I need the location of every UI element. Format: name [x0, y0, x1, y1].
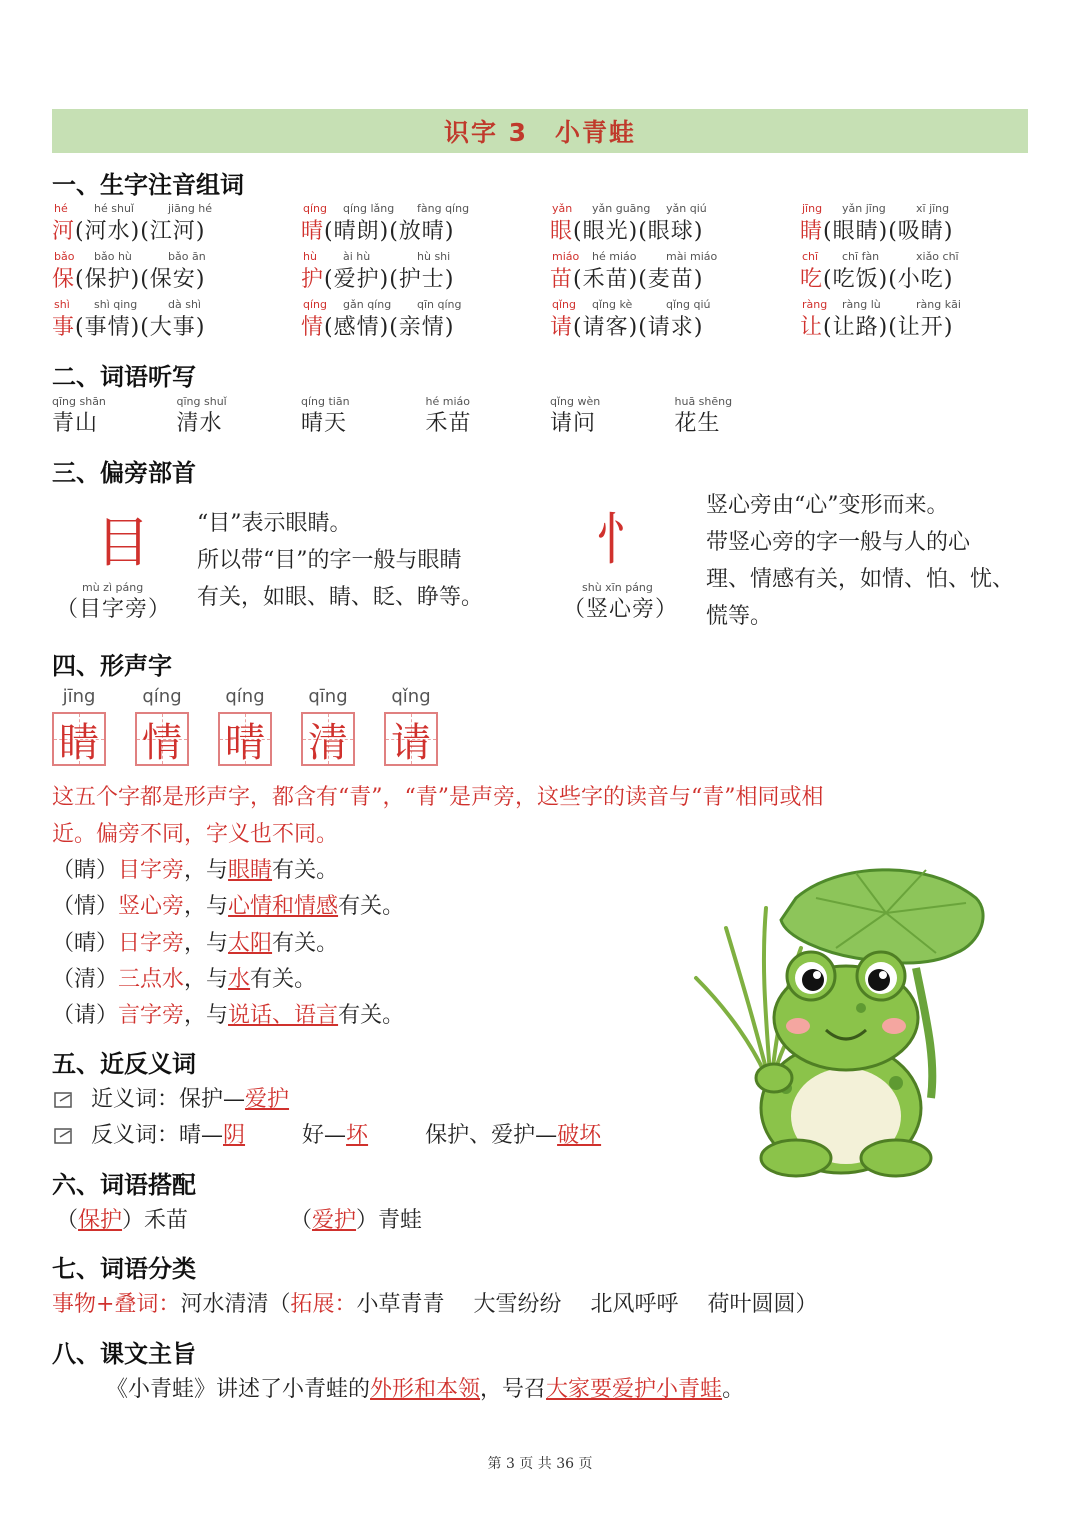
word2-pinyin: ràng kāi	[916, 298, 961, 311]
phonetic-explanation-line2: 近。偏旁不同，字义也不同。	[52, 822, 339, 847]
antonym-answer-3: 破坏	[557, 1123, 602, 1148]
leaf-stem	[916, 968, 932, 1098]
radical-xin-line: 带竖心旁的字一般与人的心	[706, 530, 971, 555]
word1-pinyin: ràng lù	[842, 298, 881, 311]
antonym-answer-1: 阴	[223, 1123, 246, 1148]
vocab-word2: 大事	[149, 315, 196, 340]
phonetic-item	[52, 926, 338, 957]
radical-mu-desc	[197, 505, 483, 616]
radical-xin-line: 竖心旁由“心”变形而来。	[706, 493, 949, 518]
phonetic-char: 晴	[225, 719, 265, 766]
extension-label: 拓展：	[290, 1292, 357, 1317]
word2-pinyin: xī jīng	[916, 202, 950, 215]
dictation-hanzi: 禾苗	[425, 411, 472, 436]
phonetic-char: 清	[308, 719, 348, 766]
item-connector: ，与	[184, 966, 229, 992]
vocab-word2: 江河	[149, 219, 196, 244]
vocab-entry: qǐng qǐng kè qǐng qiú 请(请客)(请求)	[550, 298, 711, 340]
dictation-word	[301, 395, 421, 437]
radical-xin-pinyin: shù xīn páng	[582, 581, 653, 594]
vocab-entry: qíng gǎn qíng qīn qíng 情(感情)(亲情)	[301, 298, 462, 340]
collocation-a-answer: 保护	[78, 1208, 123, 1233]
item-char: （清）	[52, 966, 119, 992]
radical-xin-name: （竖心旁）	[563, 597, 679, 622]
collocation-b-answer: 爱护	[312, 1208, 357, 1233]
vocab-word2: 让开	[897, 315, 944, 340]
vocab-entry: shì shì qing dà shì 事(事情)(大事)	[52, 298, 206, 340]
antonym-label: 反义词：晴—	[91, 1123, 224, 1148]
synonym-label: 近义词：保护—	[91, 1087, 246, 1112]
main-idea	[106, 1372, 744, 1403]
collocation-b	[290, 1203, 422, 1234]
vocab-char: 晴	[301, 219, 325, 244]
dictation-pinyin: qǐng wèn	[550, 395, 601, 408]
paren: （	[290, 1208, 313, 1233]
section-2-heading: 二、词语听写	[52, 363, 196, 391]
section-6-heading: 六、词语搭配	[52, 1171, 196, 1199]
item-radical: 目字旁	[118, 858, 185, 883]
word1-pinyin: qǐng kè	[592, 298, 633, 311]
item-char: （请）	[52, 1003, 119, 1029]
word2-pinyin: qīn qíng	[417, 298, 462, 311]
vocab-entry: hù ài hù hù shi 护(爱护)(护士)	[301, 250, 455, 292]
radical-xin-desc	[706, 487, 1014, 635]
word1-pinyin: gǎn qíng	[343, 298, 392, 311]
note-icon	[54, 1128, 74, 1144]
word2-pinyin: fàng qíng	[417, 202, 470, 215]
lesson-title: 识字 3 小青蛙	[443, 118, 637, 147]
dictation-word	[550, 395, 670, 437]
collocation-b-rest: ）青蛙	[356, 1208, 423, 1233]
vocab-word2: 麦苗	[647, 267, 694, 292]
char-pinyin: bǎo	[54, 250, 75, 263]
phonetic-char: 睛	[59, 719, 99, 766]
vocab-entry: qíng qíng lǎng fàng qíng 晴(晴朗)(放晴)	[301, 202, 470, 244]
phonetic-char-pinyin: jīng	[62, 686, 96, 707]
vocab-word1: 事情	[84, 315, 131, 340]
item-radical: 三点水	[118, 966, 185, 992]
vocab-word1: 爱护	[333, 267, 380, 292]
vocab-word2: 护士	[398, 267, 445, 292]
word1-pinyin: hé shuǐ	[94, 202, 134, 215]
classification-label: 事物+叠词：	[52, 1292, 181, 1317]
frog-illustration	[686, 858, 986, 1178]
tianzige-box	[218, 712, 272, 766]
vocab-char: 让	[800, 315, 824, 340]
word2-pinyin: qǐng qiú	[666, 298, 711, 311]
dictation-hanzi: 青山	[52, 411, 99, 436]
vocab-word2: 放晴	[398, 219, 445, 244]
main-idea-u1: 外形和本领	[370, 1377, 481, 1402]
dictation-pinyin: huā shēng	[674, 395, 733, 408]
vocab-char: 护	[301, 267, 325, 292]
radical-xin-line: 理、情感有关，如情、怕、忧、	[706, 567, 1015, 592]
dictation-hanzi: 清水	[176, 411, 223, 436]
char-pinyin: qíng	[303, 202, 327, 215]
item-end: 有关。	[272, 858, 339, 883]
section-7-heading: 七、词语分类	[52, 1255, 196, 1283]
antonym-mid-2: 保护、爱护—	[425, 1123, 558, 1148]
collocation-a	[56, 1203, 188, 1234]
word2-pinyin: xiǎo chī	[916, 250, 959, 263]
item-char: （睛）	[52, 858, 119, 883]
phonetic-char-pinyin: qíng	[225, 686, 265, 707]
phonetic-explanation-line1: 这五个字都是形声字，都含有“青”，“青”是声旁，这些字的读音与“青”相同或相	[52, 785, 824, 810]
item-meaning: 心情和情感	[228, 894, 339, 920]
item-end: 有关。	[338, 894, 405, 920]
vocab-char: 事	[52, 315, 76, 340]
word1-pinyin: qíng lǎng	[343, 202, 395, 215]
phonetic-char-pinyin: qíng	[142, 686, 182, 707]
section-3-heading: 三、偏旁部首	[52, 459, 196, 487]
item-char: （晴）	[52, 930, 119, 956]
vocab-entry: miáo hé miáo mài miáo 苗(禾苗)(麦苗)	[550, 250, 718, 292]
tianzige-box	[301, 712, 355, 766]
char-pinyin: chī	[802, 250, 819, 263]
item-meaning: 眼睛	[228, 858, 273, 883]
vocab-char: 眼	[550, 219, 574, 244]
vocab-entry: bǎo bǎo hù bǎo ān 保(保护)(保安)	[52, 250, 206, 292]
radical-mu-line: “目”表示眼睛。	[197, 511, 352, 536]
char-pinyin: shì	[54, 298, 70, 311]
word1-pinyin: shì qing	[94, 298, 138, 311]
lesson-title-banner	[52, 109, 1028, 153]
item-radical: 言字旁	[118, 1003, 185, 1029]
tianzige-box	[52, 712, 106, 766]
section-1-heading: 一、生字注音组词	[52, 171, 244, 199]
phonetic-char-pinyin: qīng	[308, 686, 348, 707]
frog-foot-right	[861, 1140, 931, 1176]
main-idea-end: 。	[722, 1377, 745, 1402]
main-idea-pre: 《小青蛙》讲述了小青蛙的	[106, 1377, 371, 1402]
vocab-word2: 亲情	[398, 315, 445, 340]
char-pinyin: ràng	[802, 298, 828, 311]
frog-eye-left	[802, 969, 824, 991]
radical-xin-line: 慌等。	[706, 604, 773, 629]
vocab-word1: 让路	[832, 315, 879, 340]
vocab-char: 保	[52, 267, 76, 292]
dictation-hanzi: 晴天	[301, 411, 348, 436]
dictation-hanzi: 花生	[674, 411, 721, 436]
vocab-entry: yǎn yǎn guāng yǎn qiú 眼(眼光)(眼球)	[550, 202, 707, 244]
dictation-pinyin: qīng shān	[52, 395, 106, 408]
item-radical: 日字旁	[118, 930, 185, 956]
radical-xin-glyph: 忄	[596, 508, 652, 573]
dictation-pinyin: qīng shuǐ	[176, 395, 227, 408]
tianzige-box	[384, 712, 438, 766]
vocab-char: 河	[52, 219, 76, 244]
radical-mu-glyph: 目	[96, 511, 150, 574]
phonetic-char: 情	[142, 719, 182, 766]
item-char: （情）	[52, 894, 119, 920]
item-radical: 竖心旁	[118, 894, 185, 920]
word1-pinyin: yǎn jīng	[842, 202, 886, 215]
main-idea-mid: ，号召	[480, 1377, 547, 1402]
word1-pinyin: hé miáo	[592, 250, 637, 263]
char-pinyin: jīng	[802, 202, 823, 215]
word2-pinyin: jiāng hé	[168, 202, 213, 215]
vocab-word1: 眼光	[582, 219, 629, 244]
item-connector: ，与	[184, 1003, 229, 1029]
note-icon	[54, 1092, 74, 1108]
char-pinyin: qǐng	[552, 298, 576, 311]
item-meaning: 说话、语言	[228, 1003, 339, 1029]
vocab-word2: 请求	[647, 315, 694, 340]
vocab-word2: 吸睛	[897, 219, 944, 244]
phonetic-item	[52, 998, 404, 1029]
dictation-word	[675, 395, 795, 437]
word2-pinyin: mài miáo	[666, 250, 718, 263]
dictation-hanzi: 请问	[550, 411, 597, 436]
vocab-word1: 河水	[84, 219, 131, 244]
word1-pinyin: ài hù	[343, 250, 371, 263]
antonym-answer-2: 坏	[346, 1123, 369, 1148]
frog-foot-left	[761, 1140, 831, 1176]
collocation-a-rest: ）禾苗	[122, 1208, 189, 1233]
vocab-word1: 请客	[582, 315, 629, 340]
word2-pinyin: dà shì	[168, 298, 201, 311]
vocab-word2: 保安	[149, 267, 196, 292]
vocab-word1: 禾苗	[582, 267, 629, 292]
classification-main: 河水清清（	[180, 1292, 291, 1317]
char-pinyin: hé	[54, 202, 68, 215]
item-meaning: 太阳	[228, 930, 273, 956]
vocab-char: 情	[301, 315, 325, 340]
item-end: 有关。	[272, 930, 339, 956]
vocab-word2: 小吃	[897, 267, 944, 292]
dictation-word	[52, 395, 172, 437]
word2-pinyin: hù shi	[417, 250, 451, 263]
item-connector: ，与	[184, 858, 229, 883]
word2-pinyin: bǎo ān	[168, 250, 206, 263]
vocab-word1: 晴朗	[333, 219, 380, 244]
classification-row	[52, 1287, 817, 1318]
dictation-pinyin: qíng tiān	[301, 395, 350, 408]
phonetic-item	[52, 853, 338, 884]
item-end: 有关。	[338, 1003, 405, 1029]
word1-pinyin: yǎn guāng	[592, 202, 651, 215]
vocab-word1: 感情	[333, 315, 380, 340]
dictation-word	[177, 395, 297, 437]
vocab-char: 吃	[800, 267, 824, 292]
phonetic-item	[52, 889, 404, 920]
word2-pinyin: yǎn qiú	[666, 202, 707, 215]
item-end: 有关。	[250, 966, 317, 992]
section-8-heading: 八、课文主旨	[52, 1340, 196, 1368]
vocab-word1: 吃饭	[832, 267, 879, 292]
vocab-entry: jīng yǎn jīng xī jīng 睛(眼睛)(吸睛)	[800, 202, 954, 244]
item-connector: ，与	[184, 894, 229, 920]
char-pinyin: qíng	[303, 298, 327, 311]
radical-mu-line: 所以带“目”的字一般与眼睛	[197, 548, 462, 573]
radical-mu-pinyin: mù zì páng	[82, 581, 144, 594]
tianzige-box	[135, 712, 189, 766]
antonym-mid-1: 好—	[302, 1123, 347, 1148]
vocab-entry: chī chī fàn xiǎo chī 吃(吃饭)(小吃)	[800, 250, 959, 292]
paren: （	[56, 1208, 79, 1233]
synonym-row	[54, 1082, 289, 1113]
item-meaning: 水	[228, 966, 251, 992]
main-idea-u2: 大家要爱护小青蛙	[546, 1377, 723, 1402]
phonetic-item	[52, 962, 316, 993]
vocab-char: 苗	[550, 267, 574, 292]
synonym-answer: 爱护	[245, 1087, 290, 1112]
section-5-heading: 五、近反义词	[52, 1050, 196, 1078]
vocab-word2: 眼球	[647, 219, 694, 244]
char-pinyin: miáo	[552, 250, 580, 263]
vocab-word1: 保护	[84, 267, 131, 292]
radical-mu-name: （目字旁）	[56, 597, 172, 622]
vocab-char: 请	[550, 315, 574, 340]
section-4-heading: 四、形声字	[52, 652, 172, 680]
word1-pinyin: chī fàn	[842, 250, 880, 263]
vocab-char: 睛	[800, 219, 824, 244]
antonym-row	[54, 1118, 601, 1149]
vocab-entry: ràng ràng lù ràng kāi 让(让路)(让开)	[800, 298, 961, 340]
word1-pinyin: bǎo hù	[94, 250, 132, 263]
phonetic-char: 请	[391, 719, 431, 766]
vocab-word1: 眼睛	[832, 219, 879, 244]
char-pinyin: hù	[303, 250, 317, 263]
vocab-entry: hé hé shuǐ jiāng hé 河(河水)(江河)	[52, 202, 213, 244]
dictation-word	[426, 395, 546, 437]
dictation-pinyin: hé miáo	[425, 395, 470, 408]
char-pinyin: yǎn	[552, 202, 573, 215]
item-connector: ，与	[184, 930, 229, 956]
radical-mu-line: 有关，如眼、睛、眨、睁等。	[197, 585, 484, 610]
phonetic-char-pinyin: qǐng	[391, 686, 431, 707]
extension-words: 小草青青 大雪纷纷 北风呼呼 荷叶圆圆）	[356, 1292, 818, 1317]
frog-eye-right	[868, 969, 890, 991]
page-footer: 第 3 页 共 36 页	[487, 1456, 593, 1472]
